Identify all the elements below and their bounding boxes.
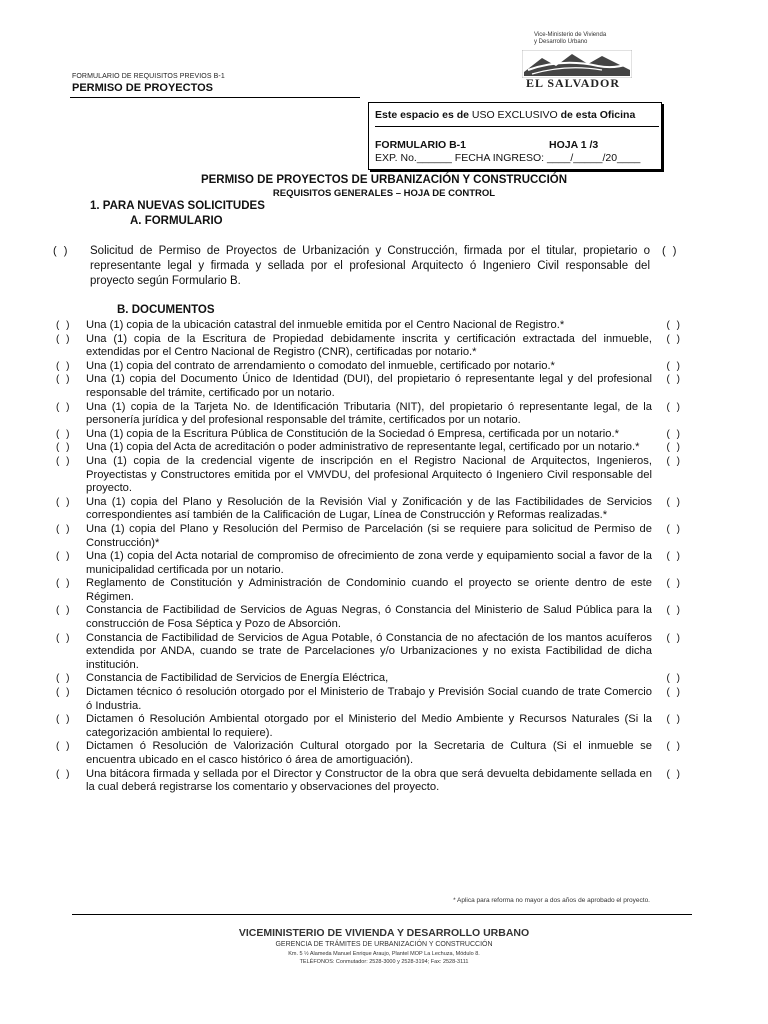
list-item	[56, 713, 682, 740]
doc-checkbox-left[interactable]: ( )	[56, 632, 72, 644]
doc-text: Una (1) copia de la Escritura Pública de Constitución de la Sociedad ó Empresa, certificada por un notario.*	[86, 427, 619, 440]
header-divider	[70, 97, 360, 98]
list-item	[56, 550, 682, 577]
doc-checkbox-left[interactable]: ( )	[56, 401, 72, 413]
doc-checkbox-left[interactable]: ( )	[56, 768, 72, 780]
doc-checkbox-right[interactable]: ( )	[666, 632, 682, 644]
list-item	[56, 768, 682, 795]
doc-text: Constancia de Factibilidad de Servicios de Agua Potable, ó Constancia de no afectación de los mantos acuíferos extendida por ANDA, cuando se trate de Parcelaciones y/o Urbanizaciones y no exista Factibilidad de dicha institución.	[86, 631, 652, 671]
list-item	[56, 632, 682, 673]
documents-list	[56, 319, 682, 795]
list-item	[56, 523, 682, 550]
doc-checkbox-right[interactable]: ( )	[666, 320, 682, 331]
doc-checkbox-right[interactable]: ( )	[666, 551, 682, 563]
doc-text: Dictamen ó Resolución de Valorización Cultural otorgado por la Secretaria de Cultura (Si el inmueble se encuentra ubicado en el casco histórico ó área de amortiguación).	[86, 740, 652, 766]
section-new-requests: 1. PARA NUEVAS SOLICITUDES	[90, 200, 265, 212]
list-item	[56, 401, 682, 428]
footer-department: GERENCIA DE TRÁMITES DE URBANIZACIÓN Y CONSTRUCCIÓN	[275, 941, 493, 948]
doc-checkbox-right[interactable]: ( )	[666, 496, 682, 508]
doc-text: Una (1) copia de la credencial vigente de inscripción en el Registro Nacional de Arquitectos, Ingenieros, Proyectistas y Constructores emitida por el VMVDU, del profesional Arquitecto ó Ingeniero Civil responsable del proyecto.	[86, 454, 652, 495]
doc-checkbox-left[interactable]: ( )	[56, 455, 72, 467]
doc-text: Una (1) copia del contrato de arrendamiento o comodato del inmueble, certificado por notario.*	[86, 359, 555, 372]
doc-checkbox-left[interactable]: ( )	[56, 578, 72, 590]
doc-checkbox-left[interactable]: ( )	[56, 428, 72, 440]
form-title: PERMISO DE PROYECTOS	[72, 82, 213, 94]
form-code: FORMULARIO DE REQUISITOS PREVIOS B-1	[72, 73, 225, 80]
doc-checkbox-right[interactable]: ( )	[666, 374, 682, 386]
doc-checkbox-right[interactable]: ( )	[666, 360, 682, 372]
footer-phones: TELÉFONOS: Conmutador: 2528-3000 y 2528-3194; Fax: 2528-3111	[299, 959, 469, 965]
section-formulario: A. FORMULARIO	[130, 215, 223, 227]
list-item	[56, 441, 682, 455]
office-use-label-c: de esta Oficina	[560, 109, 636, 121]
list-item	[56, 319, 682, 333]
doc-checkbox-left[interactable]: ( )	[56, 687, 72, 699]
doc-checkbox-right[interactable]: ( )	[666, 741, 682, 753]
list-item	[56, 360, 682, 374]
footer-divider	[72, 914, 692, 915]
doc-checkbox-left[interactable]: ( )	[56, 551, 72, 563]
sheet-number: HOJA 1 /3	[549, 139, 599, 151]
government-seal-icon	[522, 50, 632, 78]
office-use-label-a: Este espacio es de	[375, 109, 469, 121]
doc-text: Una (1) copia del Plano y Resolución del Permiso de Parcelación (si se requiere para solicitud de Permiso de Construcción)*	[86, 522, 652, 549]
doc-checkbox-right[interactable]: ( )	[666, 673, 682, 685]
doc-checkbox-right[interactable]: ( )	[666, 442, 682, 454]
doc-checkbox-left[interactable]: ( )	[56, 442, 72, 454]
doc-text: Constancia de Factibilidad de Servicios de Energía Eléctrica,	[86, 672, 389, 685]
logo-ministry-line2: y Desarrollo Urbano	[534, 39, 588, 45]
doc-checkbox-right[interactable]: ( )	[666, 333, 682, 345]
doc-text: Dictamen ó Resolución Ambiental otorgado por el Ministerio del Medio Ambiente y Recursos Naturales (Si la categorización ambiental lo requiere).	[86, 713, 652, 739]
doc-checkbox-left[interactable]: ( )	[56, 496, 72, 508]
office-use-label	[375, 109, 635, 121]
footer-address: Km. 5 ½ Alameda Manuel Enrique Araujo, Plantel MOP La Lechuza, Módulo 8.	[288, 951, 480, 957]
list-item	[56, 604, 682, 631]
formulario-checkbox-left[interactable]: ( )	[53, 245, 70, 257]
doc-text: Una (1) copia del Acta de acreditación o poder administrativo de representante legal, certificado por un notario.*	[86, 441, 640, 454]
doc-checkbox-left[interactable]: ( )	[56, 374, 72, 386]
doc-checkbox-left[interactable]: ( )	[56, 523, 72, 535]
doc-checkbox-left[interactable]: ( )	[56, 320, 72, 331]
doc-text: Reglamento de Constitución y Administración de Condominio cuando el proyecto se oriente dentro de este Régimen.	[86, 577, 652, 603]
footer-organization: VICEMINISTERIO DE VIVIENDA Y DESARROLLO URBANO	[238, 927, 530, 939]
doc-checkbox-right[interactable]: ( )	[666, 714, 682, 726]
main-title: PERMISO DE PROYECTOS DE URBANIZACIÓN Y CONSTRUCCIÓN	[200, 174, 568, 186]
doc-text: Una (1) copia de la Tarjeta No. de Identificación Tributaria (NIT), del propietario ó representante legal, de la personería jurídica y del profesional responsable del trámite, certificados por un notario.	[86, 400, 652, 427]
office-box-divider	[375, 126, 659, 127]
doc-checkbox-right[interactable]: ( )	[666, 768, 682, 780]
doc-text: Una (1) copia de la ubicación catastral del inmueble emitida por el Centro Nacional de Registro.*	[86, 319, 565, 331]
doc-checkbox-left[interactable]: ( )	[56, 714, 72, 726]
doc-checkbox-right[interactable]: ( )	[666, 578, 682, 590]
doc-checkbox-right[interactable]: ( )	[666, 455, 682, 467]
logo-ministry-line1: Vice-Ministerio de Vivienda	[534, 32, 607, 38]
formulario-checkbox-right[interactable]: ( )	[662, 245, 679, 257]
section-documents: B. DOCUMENTOS	[117, 304, 215, 316]
list-item	[56, 496, 682, 523]
doc-text: Una bitácora firmada y sellada por el Director y Constructor de la obra que será devuelta debidamente sellada en la cual deberá registrarse los comentario y observaciones del proyecto.	[86, 767, 652, 794]
doc-text: Una (1) copia del Documento Único de Identidad (DUI), del propietario ó representante legal y del profesional responsable del trámite, certificado por un notario.	[86, 373, 652, 399]
office-use-label-b: USO EXCLUSIVO	[471, 109, 558, 121]
doc-checkbox-left[interactable]: ( )	[56, 360, 72, 372]
list-item	[56, 577, 682, 604]
ministry-logo	[522, 32, 662, 102]
doc-checkbox-right[interactable]: ( )	[666, 687, 682, 699]
exp-fecha-field[interactable]: EXP. No.______ FECHA INGRESO: ____/_____/20____	[375, 152, 641, 164]
doc-checkbox-left[interactable]: ( )	[56, 605, 72, 617]
list-item	[56, 455, 682, 496]
doc-checkbox-left[interactable]: ( )	[56, 333, 72, 345]
doc-checkbox-right[interactable]: ( )	[666, 401, 682, 413]
list-item	[56, 672, 682, 686]
list-item	[56, 373, 682, 400]
doc-text: Constancia de Factibilidad de Servicios de Aguas Negras, ó Constancia del Ministerio de Salud Pública para la construcción de Fosa Séptica y Pozo de Absorción.	[86, 604, 652, 631]
list-item	[56, 333, 682, 360]
sub-title: REQUISITOS GENERALES – HOJA DE CONTROL	[272, 188, 496, 199]
logo-country: EL SALVADOR	[526, 76, 621, 90]
formulario-requirement: Solicitud de Permiso de Proyectos de Urbanización y Construcción, firmada por el titular, propietario o representante legal y firmada y sellada por el profesional Arquitecto ó Ingeniero Civil responsable del proyecto según Formulario B.	[90, 245, 650, 287]
formulario-code: FORMULARIO B-1	[375, 139, 466, 151]
doc-checkbox-right[interactable]: ( )	[666, 605, 682, 617]
doc-text: Dictamen técnico ó resolución otorgado por el Ministerio de Trabajo y Previsión Social cuando de trate Comercio ó Industria.	[86, 686, 652, 712]
list-item	[56, 686, 682, 713]
doc-checkbox-right[interactable]: ( )	[666, 523, 682, 535]
footnote: * Aplica para reforma no mayor a dos años de aprobado el proyecto.	[453, 897, 650, 904]
office-use-box	[368, 102, 662, 170]
list-item	[56, 740, 682, 767]
doc-checkbox-left[interactable]: ( )	[56, 673, 72, 685]
doc-checkbox-right[interactable]: ( )	[666, 428, 682, 440]
doc-text: Una (1) copia del Acta notarial de compromiso de ofrecimiento de zona verde y equipamiento social a favor de la municipalidad certificada por un notario.	[86, 550, 652, 576]
doc-checkbox-left[interactable]: ( )	[56, 741, 72, 753]
doc-text: Una (1) copia del Plano y Resolución de la Revisión Vial y Zonificación y de las Factibilidades de Servicios correspondientes así también de la Calificación de Lugar, Línea de Construcción y Reformas realizadas.*	[86, 495, 652, 522]
doc-text: Una (1) copia de la Escritura de Propiedad debidamente inscrita y certificación extractada del inmueble, extendidas por el Centro Nacional de Registro (CNR), certificadas por notario.*	[86, 332, 652, 359]
list-item	[56, 428, 682, 442]
